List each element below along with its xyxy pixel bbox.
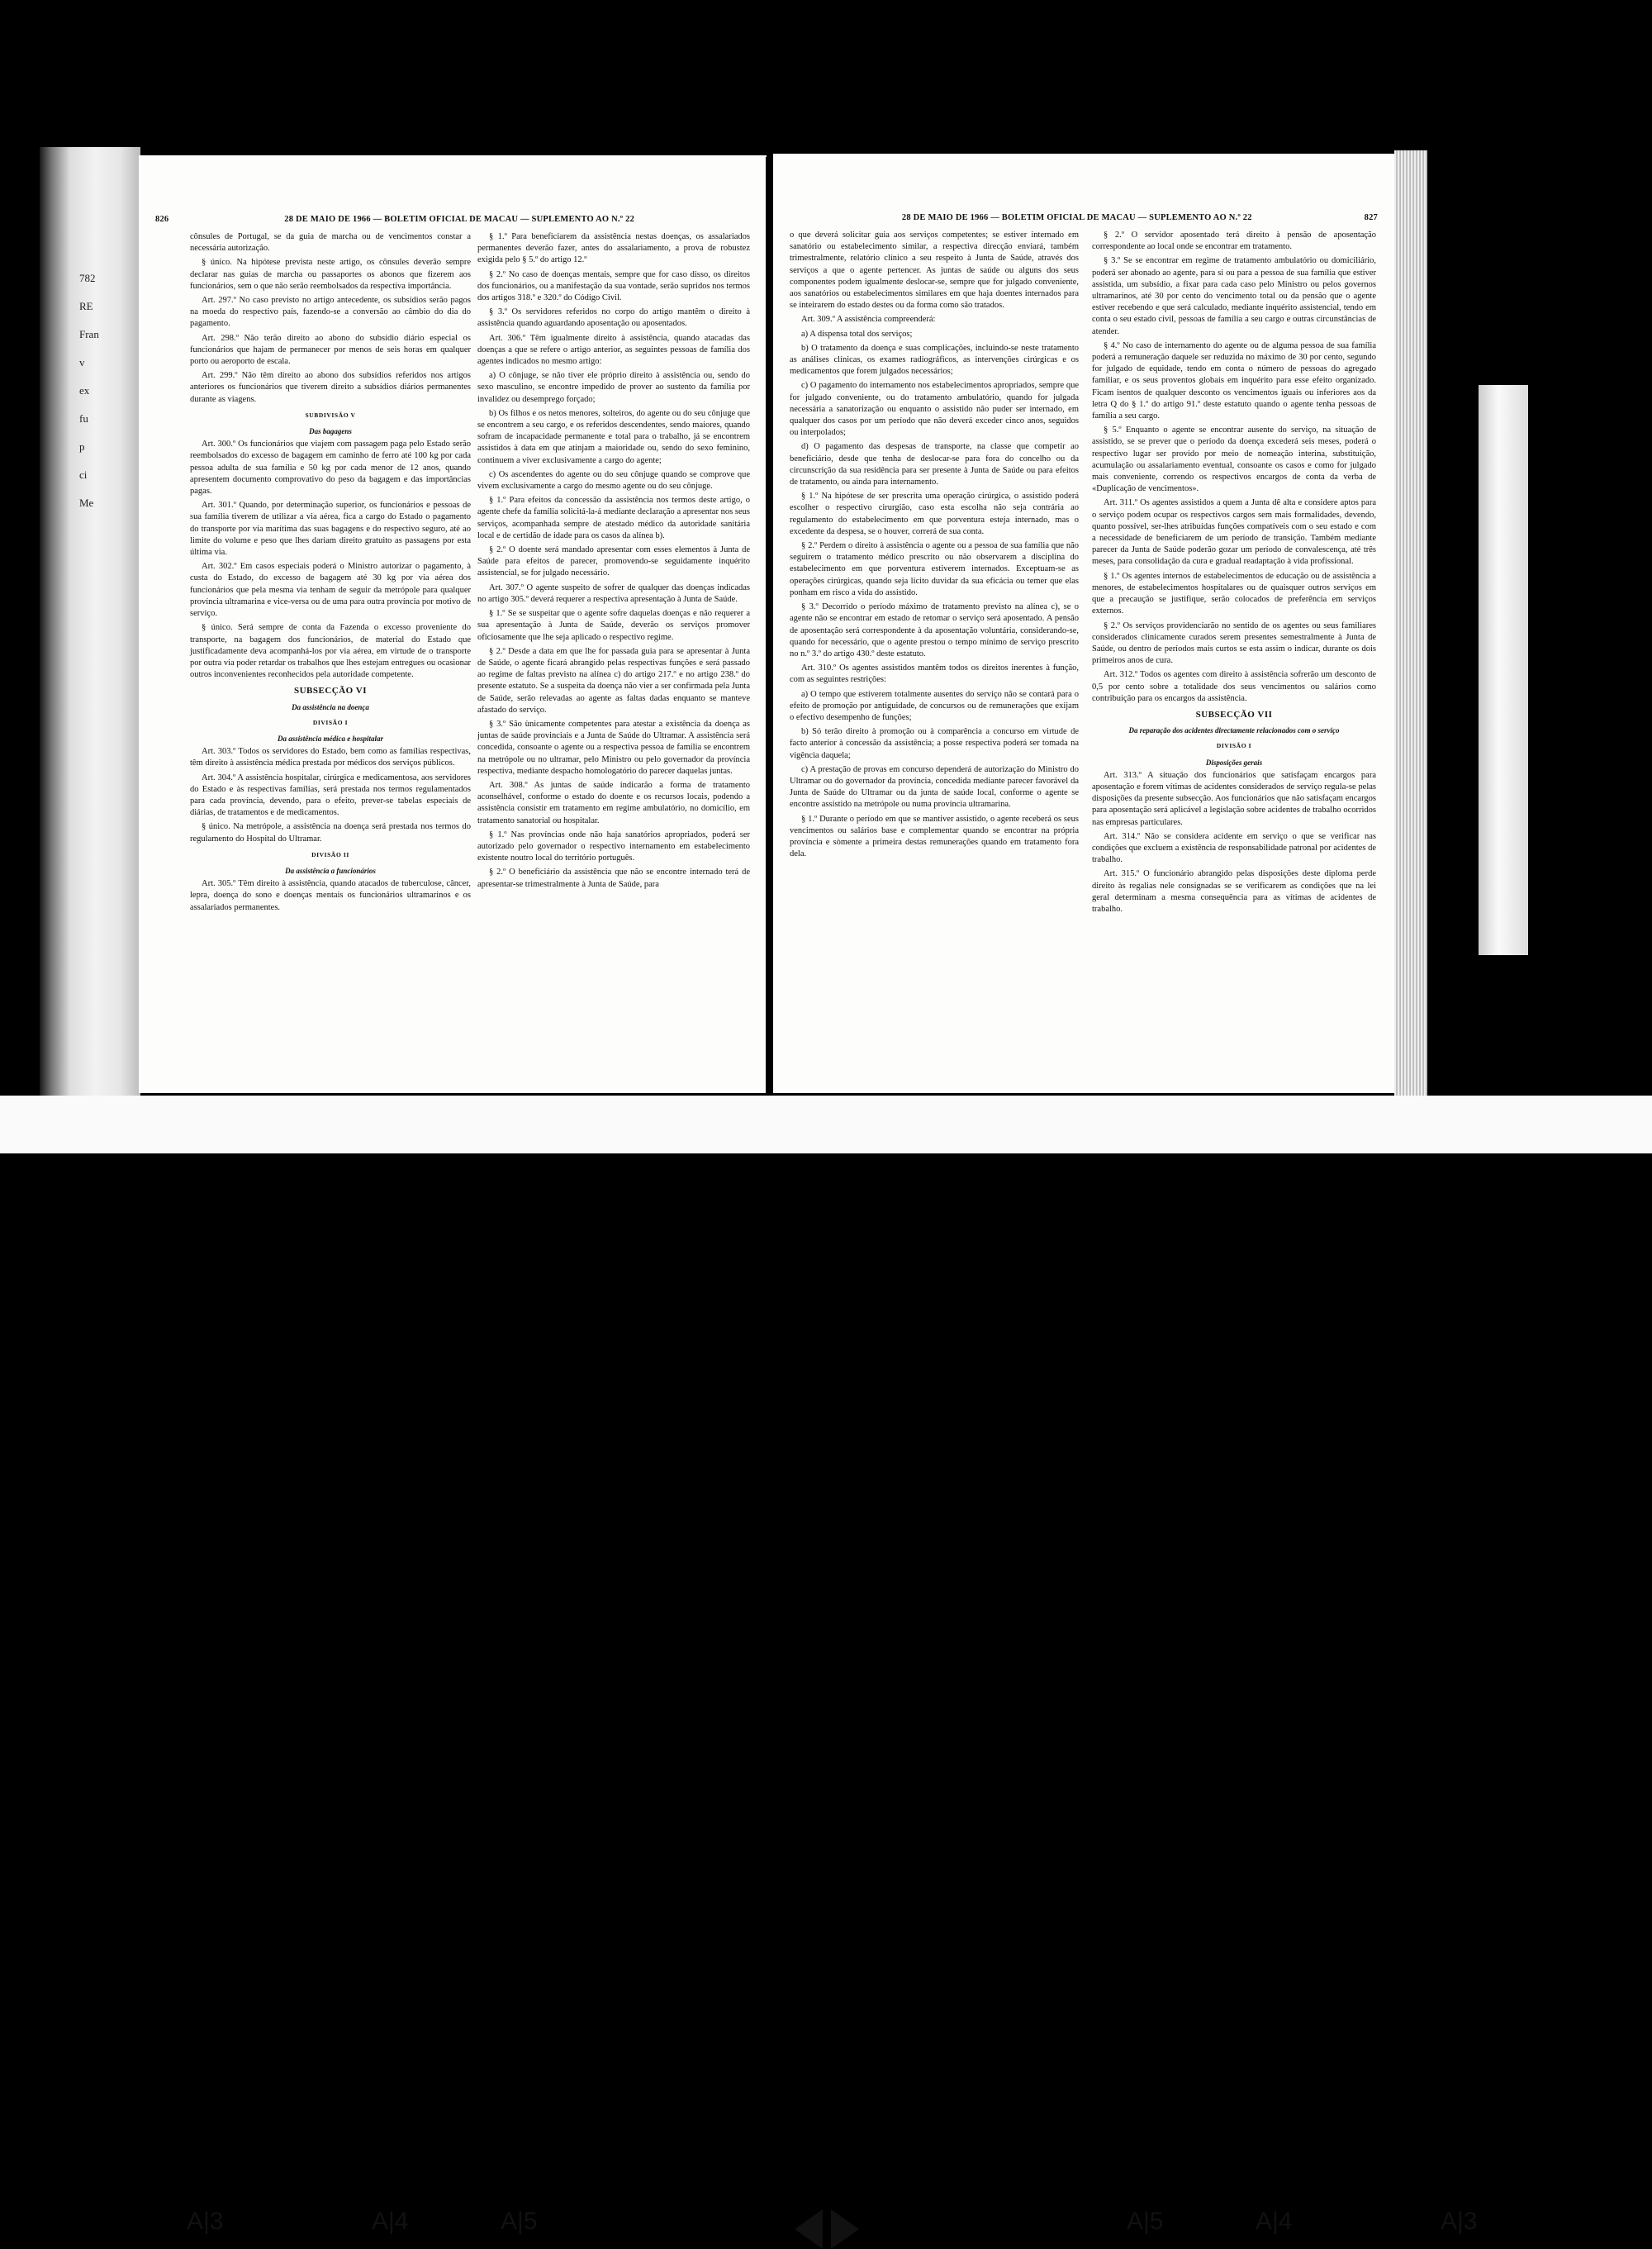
paragraph: Art. 311.º Os agentes assistidos a quem a Junta dê alta e considere aptos para o serviço podem ocupar os respectivos cargos sem mais formalidades, devendo, quanto possível, ser-lhes atribuídas funções compatíveis com o seu estado e com a necessidade de beneficiarem de um período de transição. Também mediante parecer da Junta de Saúde poderão gozar um período de convalescença, até três meses, para consolidação da cura e gradual readaptação à vida profissional. (1092, 498, 1376, 567)
paragraph: Art. 314.º Não se considera acidente em serviço o que se verificar nas condições que excluem a existência de responsabilidade patronal por acidentes de trabalho. (1092, 831, 1376, 865)
paragraph: § 5.º Enquanto o agente se encontrar ausente do serviço, na situação de assistido, se se prever que o período da doença excederá seis meses, poderá o respectivo lugar ser provido por meio de nomeação interina, substituição, acumulação ou assalariamento eventual, consoante os casos e como for julgado mais conveniente, correndo os respectivos encargos de conta da verba de «Duplicação de vencimentos». (1092, 426, 1376, 494)
footer-marker: A|4 (1256, 2208, 1293, 2235)
right-page-header (790, 213, 1378, 222)
fragment-text: fu (79, 412, 88, 425)
paragraph: § único. Na metrópole, a assistência na doença será prestada nos termos do regulamento do Hospital do Ultramar. (190, 822, 471, 844)
paragraph: § 1.º Para beneficiarem da assistência nestas doenças, os assalariados permanentes deverão fazer, antes do assalariamento, a prova de robustez exigida pelo § 5.º do artigo 12.º (477, 232, 750, 265)
paragraph: Art. 299.º Não têm direito ao abono dos subsídios referidos nos artigos anteriores os funcionários que tiverem direito a subsídios diários permanentes durante as viagens. (190, 371, 471, 404)
left-column-1 (190, 231, 471, 916)
section-heading: Da assistência na doença (292, 702, 369, 711)
paragraph: § 1.º Para efeitos da concessão da assistência nos termos deste artigo, o agente chefe da família solicitá-la-á mediante declaração a apresentar nos seus serviços, acompanhada sempre de atestado médico da autoridade sanitária local e de certidão de idade para os casos da alínea b). (477, 496, 750, 540)
fragment-text: ci (79, 468, 88, 481)
right-arrow-icon (831, 2209, 859, 2249)
paragraph: c) O pagamento do internamento nos estabelecimentos apropriados, sempre que for julgado conveniente, ou do tratamento ambulatório, quando for julgada necessária a sanatorização ou enquanto o assistido não puder ser internado, em qualquer dos casos por um período que não deverá exceder cinco anos, seguidos ou interpolados; (790, 381, 1079, 438)
section-heading: DIVISÃO I (1216, 742, 1252, 750)
paragraph: c) Os ascendentes do agente ou do seu cônjuge quando se comprove que vivem exclusivamente a cargo do mesmo agente ou do seu cônjuge. (477, 469, 750, 492)
paragraph: a) O cônjuge, se não tiver ele próprio direito à assistência ou, sendo do sexo masculino, se encontre impedido de prover ao sustento da família por invalidez ou desemprego forçado; (477, 371, 750, 404)
paragraph: a) A dispensa total dos serviços; (801, 329, 913, 339)
paragraph: § 1.º Os agentes internos de estabelecimentos de educação ou de assistência a menores, de estabelecimentos hospitalares ou de quaisquer outros serviços em que a precaução se justifique, serão colocados de preferência em serviços externos. (1092, 571, 1376, 616)
left-page (139, 155, 767, 1093)
paragraph: § 1.º Na hipótese de ser prescrita uma operação cirúrgica, o assistido poderá escolher o respectivo cirurgião, caso esta escolha não seja contrária ao regulamento do estabelecimento em que porventura esteja internado, mas o excedente da despesa, se o houver, correrá de sua conta. (790, 492, 1079, 536)
paragraph: Art. 306.º Têm igualmente direito à assistência, quando atacadas das doenças a que se refere o artigo anterior, as seguintes pessoas de família dos agentes indicados no mesmo artigo: (477, 333, 750, 367)
paragraph: o que deverá solicitar guia aos serviços competentes; se estiver internado em sanatório ou estabelecimento similar, a respectiva direcção enviará, também trimestralmente, relatório clínico a seu respeito à Junta de Saúde, através dos serviços a que o agente pertencer. As juntas de saúde ou alguns dos seus componentes podem igualmente deslocar-se, sempre que for julgado conveniente, aos sanatórios ou estabelecimentos similares em que haja doentes internados para se inteirarem do estado destes ou da forma como são tratados. (790, 231, 1079, 311)
paragraph: § único. Será sempre de conta da Fazenda o excesso proveniente do transporte, na bagagem dos funcionários, de material do Estado que justificadamente deva acompanhá-los por via aérea, em virtude de o transporte por outra via poder retardar os trabalhos que lhes estejam entregues ou ocasionar outros inconvenientes reconhecidos pela autoridade competente. (190, 623, 471, 680)
paragraph: § único. Na hipótese prevista neste artigo, os cônsules deverão sempre declarar nas guias de marcha ou passaportes os abonos que fizerem aos funcionários, sem o que não serão reembolsados da respectiva importância. (190, 258, 471, 291)
paragraph: Art. 315.º O funcionário abrangido pelas disposições deste diploma perde direito às regalias nele consignadas se se verificarem as condições que na lei geral determinam a mesma consequência para as vítimas de acidentes de trabalho. (1092, 869, 1376, 914)
section-heading: SUBSECÇÃO VII (1195, 709, 1273, 720)
fragment-text: RE (79, 300, 93, 312)
footer-marker: A|4 (372, 2208, 409, 2235)
section-heading: Das bagagens (309, 427, 352, 436)
paragraph: b) Só terão direito à promoção ou à comparência a concurso em virtude de facto anterior à concessão da assistência; a posse respectiva poderá ser tomada na vigência daquela; (790, 727, 1079, 760)
fragment-text: Fran (79, 328, 99, 340)
paragraph: Art. 301.º Quando, por determinação superior, os funcionários e pessoas de sua família tiverem de utilizar a via aérea, fica a cargo do Estado o pagamento do transporte por via marítima das suas bagagens e do respectivo seguro, até ao limite do volume e peso que lhes dariam direito gratuito as passagens por esta última via. (190, 501, 471, 558)
paragraph: Art. 310.º Os agentes assistidos mantêm todos os direitos inerentes à função, com as seguintes restrições: (790, 663, 1079, 685)
fragment-text: v (79, 356, 85, 368)
paragraph: b) Os filhos e os netos menores, solteiros, do agente ou do seu cônjuge que se encontrem a seu cargo, e os referidos descendentes, sendo maiores, quando sofram de incapacidade permanente e total para o trabalho, já se encontrem assistidos à data em que atinjam a maioridade ou, sendo do sexo feminino, continuem a viver exclusivamente a cargo do agente; (477, 408, 750, 465)
paragraph: b) O tratamento da doença e suas complicações, incluindo-se neste tratamento as análises clínicas, os exames radiográficos, as intervenções cirúrgicas e os medicamentos que forem julgados necessários; (790, 343, 1079, 377)
left-arrow-icon (795, 2209, 823, 2249)
paragraph: § 2.º Perdem o direito à assistência o agente ou a pessoa de sua família que não seguirem o tratamento médico prescrito ou não observarem a disciplina do estabelecimento em que porventura estiverem internados. Exceptuam-se as operações cirúrgicas, quando seja lícito duvidar da sua eficácia ou temer que elas ponham em risco a vida do assistido. (790, 541, 1079, 597)
paragraph: § 3.º São ùnicamente competentes para atestar a existência da doença as juntas de saúde provinciais e a Junta de Saúde do Ultramar. A assistência será concedida, consoante o agente ou a respectiva pessoa de família se encontrem na metrópole ou no ultramar, pelo Ministro ou pelo governador da província respectiva, mediante despacho homologatório do parecer daquelas juntas. (477, 719, 750, 776)
right-page (773, 154, 1394, 1093)
footer-marker: A|5 (501, 2208, 538, 2235)
section-heading: Da assistência a funcionários (285, 866, 376, 875)
section-heading: SUBSECÇÃO VI (293, 686, 368, 697)
fragment-text: ex (79, 384, 90, 397)
paragraph: d) O pagamento das despesas de transporte, na classe que competir ao beneficiário, desde que tenha de deslocar-se para fora do concelho ou da circunscrição da sua residência para ser presente à Junta de Saúde ou para efeitos de tratamento, ou ainda para internamento. (790, 442, 1079, 487)
paragraph: Art. 313.º A situação dos funcionários que satisfaçam encargos para aposentação e forem vítimas de acidentes considerados de serviço regula-se pelas disposições da presente subsecção. Aos funcionários que não satisfaçam encargos para aposentação será aplicável a legislação sobre acidentes de trabalho ocorridos nas empresas particulares. (1092, 770, 1376, 827)
right-page-edge (1394, 150, 1427, 1096)
paragraph: § 1.º Nas províncias onde não haja sanatórios apropriados, poderá ser autorizado pelo governador o respectivo internamento em estabelecimento existente noutro local do território português. (477, 830, 750, 863)
paragraph: Art. 302.º Em casos especiais poderá o Ministro autorizar o pagamento, à custa do Estado, do excesso de bagagem até 30 kg por via aérea dos funcionários que pela mesma via tenham de seguir da metrópole para qualquer província ultramarina e vice-versa ou de uma para outra província por motivo de serviço. (190, 562, 471, 619)
paragraph: § 2.º O servidor aposentado terá direito à pensão de aposentação correspondente ao local onde se encontrar em tratamento. (1092, 231, 1376, 252)
fragment-text: 782 (79, 272, 96, 284)
running-header: 28 DE MAIO DE 1966 — BOLETIM OFICIAL DE MACAU — SUPLEMENTO AO N.º 22 (901, 213, 1252, 222)
fragment-text: p (79, 440, 85, 453)
section-heading: Da reparação dos acidentes directamente relacionados com o serviço (1128, 726, 1340, 735)
right-column-1 (790, 230, 1079, 863)
page-number: 827 (1364, 213, 1378, 222)
paragraph: Art. 305.º Têm direito à assistência, quando atacados de tuberculose, câncer, lepra, doença do sono e doenças mentais os funcionários ultramarinos e os assalariados permanentes. (190, 879, 471, 912)
paragraph: § 3.º Decorrido o período máximo de tratamento previsto na alínea c), se o agente não se encontrar em estado de retomar o serviço será aposentado. A pensão de aposentação será correspondente à da aposentação voluntária, considerando-se, quando for necessário, que o agente prestou o tempo mínimo de serviço prescrito no n.º 3.º do artigo 430.º deste estatuto. (790, 602, 1079, 659)
left-page-header (155, 215, 750, 224)
background-page-fragment (79, 264, 112, 529)
paragraph: § 2.º Os serviços providenciarão no sentido de os agentes ou seus familiares considerados clinicamente curados serem presentes semestralmente à Junta de Saúde, ou dentro de períodos mais curtos se esta assim o indicar, durante os dois primeiros anos de cura. (1092, 620, 1376, 666)
paragraph: a) O tempo que estiverem totalmente ausentes do serviço não se contará para o efeito de promoção por antiguidade, de concursos ou de remunerações que exijam o efectivo desempenho de funções; (790, 689, 1079, 722)
section-heading: DIVISÃO I (312, 718, 349, 726)
paragraph: c) A prestação de provas em concurso dependerá de autorização do Ministro do Ultramar ou do governador da província, concedida mediante parecer favorável da Junta de Saúde do Ultramar ou da junta de saúde local, conforme o agente se encontre assistido na metrópole ou numa província ultramarina. (790, 764, 1079, 810)
section-heading: SUBDIVISÃO V (305, 411, 356, 419)
paragraph: § 2.º O beneficiário da assistência que não se encontre internado terá de apresentar-se trimestralmente à Junta de Saúde, para (477, 868, 750, 889)
paragraph: Art. 309.º A assistência compreenderá: (801, 315, 936, 325)
paragraph: § 3.º Os servidores referidos no corpo do artigo mantêm o direito à assistência quando aguardando aposentação ou aposentados. (477, 307, 750, 329)
footer-marker: A|3 (187, 2208, 224, 2235)
paragraph: § 4.º No caso de internamento do agente ou de alguma pessoa de sua família poderá a remuneração daquele ser reduzida no máximo de 30 por cento, segundo for julgado de equidade, tendo em conta o número de pessoas do agregado familiar, e os seus proventos globais em inquérito para esse efeito organizado. Ficam isentos de qualquer desconto os vencimentos iguais ou inferiores aos da letra Q do § 1.º do artigo 91.º deste estatuto quando o agente tenha pessoas de família a seu cargo. (1092, 340, 1376, 421)
paragraph: § 3.º Se se encontrar em regime de tratamento ambulatório ou domiciliário, poderá ser abonado ao agente, para si ou para a pessoa de sua família que estiver assistida, um subsídio, a fixar para cada caso pelo Ministro ou pelos governos ultramarinos, até 30 por cento do vencimento total ou da pensão que o agente estiver recebendo e que será calculado, mediante inquérito assistencial, tendo em conta o seu estado civil, pessoas de família a seu cargo e outras circunstâncias de atender. (1092, 256, 1376, 336)
paragraph: Art. 297.º No caso previsto no artigo antecedente, os subsídios serão pagos na moeda do respectivo país, fazendo-se a conversão ao câmbio do dia do pagamento. (190, 296, 471, 329)
fragment-text: Me (79, 497, 94, 509)
paper-tab-strip (1479, 385, 1528, 955)
paragraph: § 2.º No caso de doenças mentais, sempre que for caso disso, os direitos dos funcionários, ou a manifestação da sua vontade, serão supridos nos termos dos artigos 318.º e 320.º do Código Civil. (477, 269, 750, 303)
paragraph: Art. 300.º Os funcionários que viajem com passagem paga pelo Estado serão reembolsados do excesso de bagagem em caminho de ferro até 100 kg por cada pessoa adulta de sua família e 50 kg por cada menor de 12 anos, quando apresentem documento comprovativo do peso da bagagem e das importâncias pagas. (190, 440, 471, 497)
paragraph: § 2.º O doente será mandado apresentar com esses elementos à Junta de Saúde para efeitos de parecer, promovendo-se seguidamente inquérito assistencial, se for julgado necessário. (477, 545, 750, 578)
paragraph: § 2.º Desde a data em que lhe for passada guia para se apresentar à Junta de Saúde, o agente ficará abrangido pelas respectivas funções e será passado ao regime de faltas previsto na alínea c) do artigo 217.º e no artigo 238.º do presente estatuto. Se a suspeita da doença não vier a ser confirmada pela Junta de Saúde, serão relevadas ao agente as faltas dadas enquanto se manteve afastado do serviço. (477, 646, 750, 715)
paragraph: Art. 304.º A assistência hospitalar, cirúrgica e medicamentosa, aos servidores do Estado e às respectivas famílias, será prestada nos termos regulamentados para cada província, devendo, para o efeito, prever-se tabelas especiais de diárias, de tratamentos e de medicamentos. (190, 773, 471, 818)
section-heading: Disposições gerais (1205, 758, 1263, 767)
paragraph: Art. 308.º As juntas de saúde indicarão a forma de tratamento aconselhável, conforme o estado do doente e os recursos locais, podendo a assistência consistir em tratamento em regime ambulatório, no domicílio, em tratamento sanatorial ou hospitalar. (477, 780, 750, 825)
paragraph: Art. 298.º Não terão direito ao abono do subsídio diário especial os funcionários que hajam de permanecer por menos de seis horas em qualquer porto ou aeroporto de escala. (190, 333, 471, 367)
footer-marker: A|5 (1127, 2208, 1164, 2235)
paragraph: Art. 303.º Todos os servidores do Estado, bem como as famílias respectivas, têm direito à assistência médica prestada por médicos dos serviços públicos. (190, 747, 471, 768)
paragraph: Art. 312.º Todos os agentes com direito à assistência sofrerão um desconto de 0,5 por cento sobre a totalidade dos seus vencimentos ou salários como contribuição para os encargos da assistência. (1092, 670, 1376, 703)
running-header: 28 DE MAIO DE 1966 — BOLETIM OFICIAL DE MACAU — SUPLEMENTO AO N.º 22 (284, 215, 635, 224)
footer-marker: A|3 (1441, 2208, 1478, 2235)
page-number: 826 (155, 215, 169, 224)
paragraph: Art. 307.º O agente suspeito de sofrer de qualquer das doenças indicadas no artigo 305.º deverá requerer a respectiva apresentação à Junta de Saúde. (477, 582, 750, 604)
right-column-2 (1092, 230, 1376, 918)
section-heading: DIVISÃO II (311, 850, 349, 858)
left-column-2 (477, 231, 750, 893)
paragraph: cônsules de Portugal, se da guia de marcha ou de vencimentos constar a necessária autorização. (190, 232, 471, 254)
scan-footer-strip (0, 1096, 1652, 2235)
paragraph: § 1.º Durante o período em que se mantiver assistido, o agente receberá os seus vencimentos ou salários base e complementar quando se encontrar na própria província e sòmente a primeira destas remunerações quando em tratamento fora dela. (790, 814, 1079, 859)
paragraph: § 1.º Se se suspeitar que o agente sofre daquelas doenças e não requerer a sua apresentação à Junta de Saúde, deverão os serviços promover oficiosamente que lhe seja aplicado o respectivo regime. (477, 609, 750, 642)
section-heading: Da assistência médica e hospitalar (278, 734, 383, 743)
